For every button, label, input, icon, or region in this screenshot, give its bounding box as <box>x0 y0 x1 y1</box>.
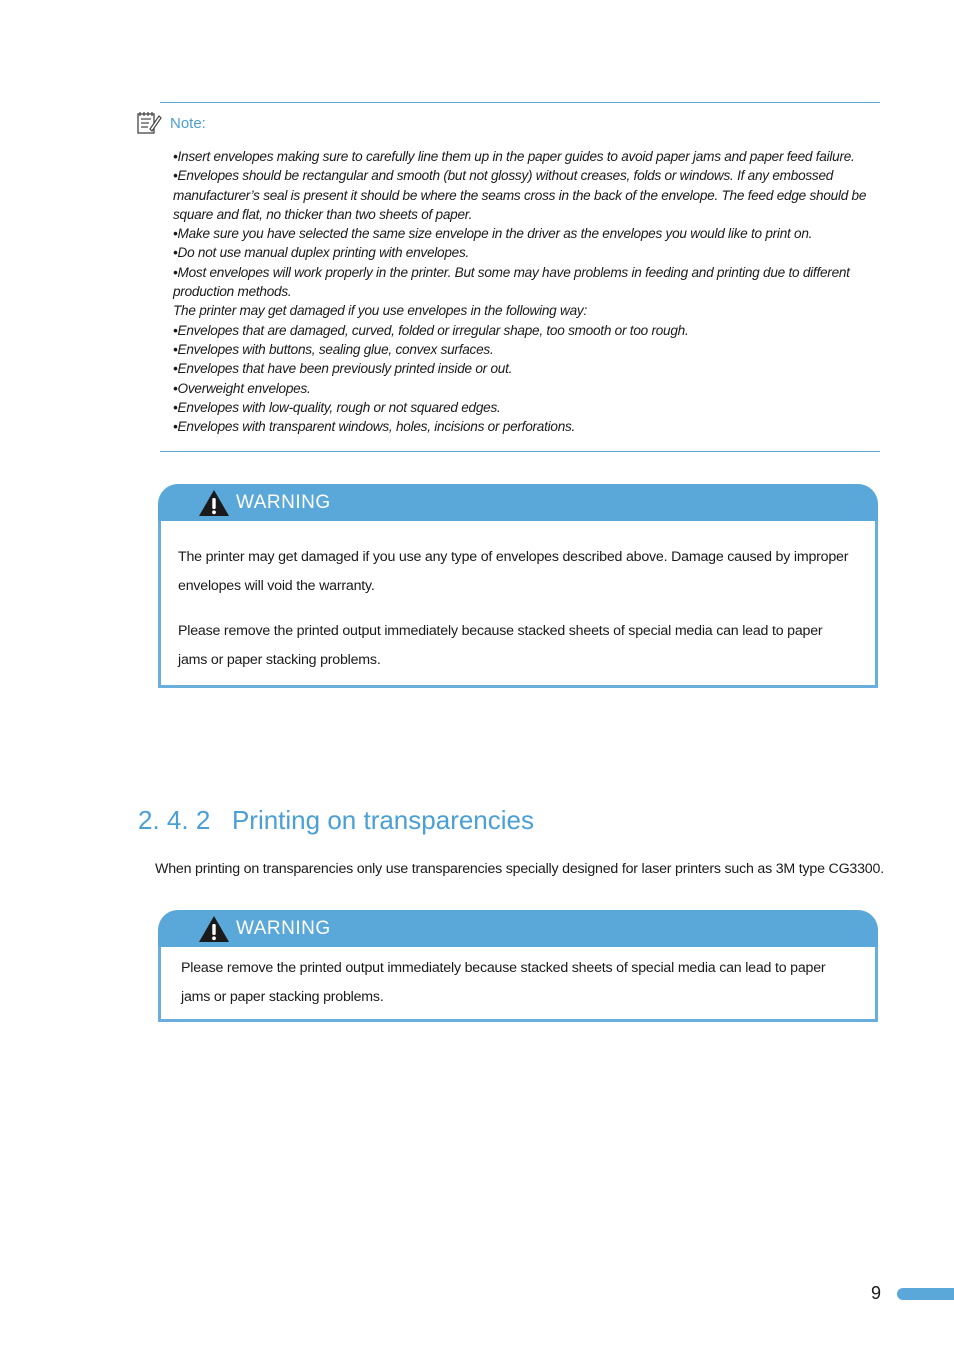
warning-header <box>158 910 878 947</box>
warning-body <box>161 521 875 675</box>
note-line: The printer may get damaged if you use envelopes in the following way: <box>173 303 587 319</box>
warning-title: WARNING <box>236 491 331 513</box>
note-line: •Most envelopes will work properly in the printer. But some may have problems in feeding and printing due to different production methods. <box>173 264 850 300</box>
note-header <box>136 110 206 136</box>
note-line: •Envelopes with transparent windows, holes, incisions or perforations. <box>173 419 576 435</box>
note-line: •Overweight envelopes. <box>173 380 311 396</box>
warning-triangle-icon <box>158 489 230 517</box>
note-pad-icon <box>136 111 162 135</box>
note-line: •Make sure you have selected the same size envelope in the driver as the envelopes you would like to print on. <box>173 226 813 242</box>
note-label: Note: <box>170 114 206 132</box>
note-line: •Insert envelopes making sure to carefully line them up in the paper guides to avoid paper jams and paper feed failure. <box>173 149 855 164</box>
warning-paragraph: The printer may get damaged if you use any type of envelopes described above. Damage caused by improper envelopes will void the warranty. <box>178 549 849 594</box>
page-tab-marker <box>897 1288 954 1300</box>
note-bottom-rule <box>160 451 880 452</box>
page-number: 9 <box>871 1283 882 1303</box>
note-line: •Envelopes with buttons, sealing glue, convex surfaces. <box>173 341 494 357</box>
warning-box-envelopes <box>158 484 878 688</box>
note-line: •Do not use manual duplex printing with envelopes. <box>173 245 470 261</box>
note-line: •Envelopes that have been previously printed inside or out. <box>173 361 513 377</box>
warning-body <box>161 947 875 1012</box>
warning-title: WARNING <box>236 917 331 939</box>
note-line: •Envelopes with low-quality, rough or not squared edges. <box>173 399 501 415</box>
warning-box-transparencies <box>158 910 878 1022</box>
section-intro: When printing on transparencies only use transparencies specially designed for laser printers such as 3M type CG3300. <box>155 861 884 877</box>
warning-triangle-icon <box>158 915 230 943</box>
note-body <box>173 147 883 436</box>
note-line: •Envelopes that are damaged, curved, folded or irregular shape, too smooth or too rough. <box>173 322 689 338</box>
warning-header <box>158 484 878 521</box>
note-line: •Envelopes should be rectangular and smooth (but not glossy) without creases, folds or windows. If any embossed manufacturer’s seal is present it should be where the seams cross in the back of the envelope. The feed edge should be square and flat, no thicker than two sheets of paper. <box>173 168 867 222</box>
warning-paragraph: Please remove the printed output immediately because stacked sheets of special media can lead to paper jams or paper stacking problems. <box>181 960 826 1005</box>
section-title: 2. 4. 2 Printing on transparencies <box>138 805 535 835</box>
warning-paragraph: Please remove the printed output immediately because stacked sheets of special media can lead to paper jams or paper stacking problems. <box>178 623 823 668</box>
note-top-rule <box>160 102 880 103</box>
